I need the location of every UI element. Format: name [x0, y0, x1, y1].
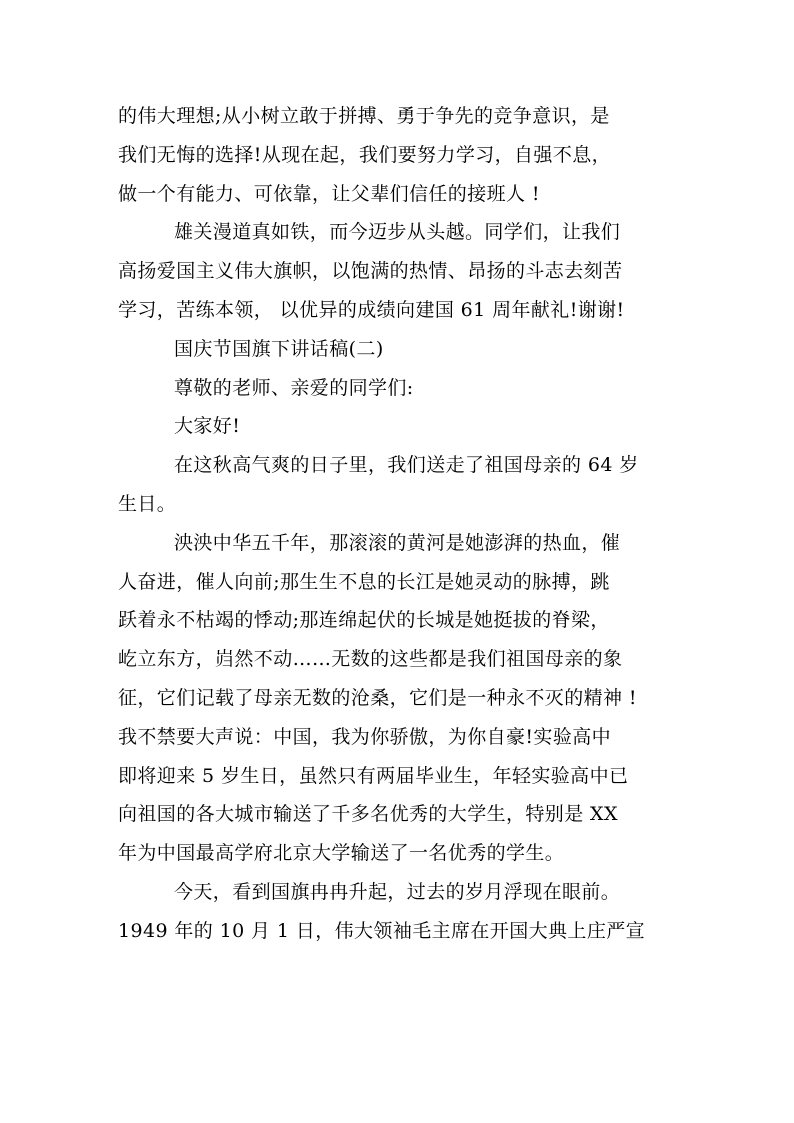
text-line: 今天，看到国旗冉冉升起，过去的岁月浮现在眼前。 [174, 880, 621, 903]
text-line: 我不禁要大声说：中国，我为你骄傲，为你自豪!实验高中 [118, 725, 612, 748]
text-line: 的伟大理想;从小树立敢于拼搏、勇于争先的竞争意识，是 [118, 105, 610, 127]
text-line: 学习，苦练本领， 以优异的成绩向建国 61 周年献礼!谢谢! [118, 298, 625, 321]
text-line: 跃着永不枯竭的悸动;那连绵起伏的长城是她挺拔的脊梁， [118, 609, 610, 632]
text-line: 雄关漫道真如铁，而今迈步从头越。同学们，让我们 [174, 221, 621, 244]
text-line: 征，它们记载了母亲无数的沧桑，它们是一种永不灭的精神 ! [118, 686, 637, 709]
text-line: 1949 年的 10 月 1 日，伟大领袖毛主席在开国大典上庄严宣 [118, 919, 646, 942]
text-line: 即将迎来 5 岁生日，虽然只有两届毕业生，年轻实验高中已 [118, 764, 629, 787]
text-line: 向祖国的各大城市输送了千多名优秀的大学生，特别是 XX [118, 803, 618, 826]
text-line: 泱泱中华五千年，那滚滚的黄河是她澎湃的热血，催 [174, 531, 621, 554]
text-line: 屹立东方，岿然不动……无数的这些都是我们祖国母亲的象 [118, 648, 623, 671]
text-line: 做一个有能力、可依靠，让父辈们信任的接班人 ! [118, 182, 540, 205]
text-line: 国庆节国旗下讲话稿(二) [174, 337, 384, 360]
text-line: 高扬爱国主义伟大旗帜，以饱满的热情、昂扬的斗志去刻苦 [118, 260, 623, 283]
text-line: 在这秋高气爽的日子里，我们送走了祖国母亲的 64 岁 [174, 454, 639, 477]
text-line: 大家好! [174, 415, 241, 438]
text-line: 年为中国最高学府北京大学输送了一名优秀的学生。 [118, 842, 565, 865]
text-line: 我们无悔的选择!从现在起，我们要努力学习，自强不息， [118, 143, 612, 166]
text-line: 人奋进，催人向前;那生生不息的长江是她灵动的脉搏，跳 [118, 570, 610, 593]
text-line: 生日。 [118, 492, 177, 515]
speech-text-body [118, 97, 678, 951]
text-line: 尊敬的老师、亲爱的同学们: [174, 376, 414, 399]
